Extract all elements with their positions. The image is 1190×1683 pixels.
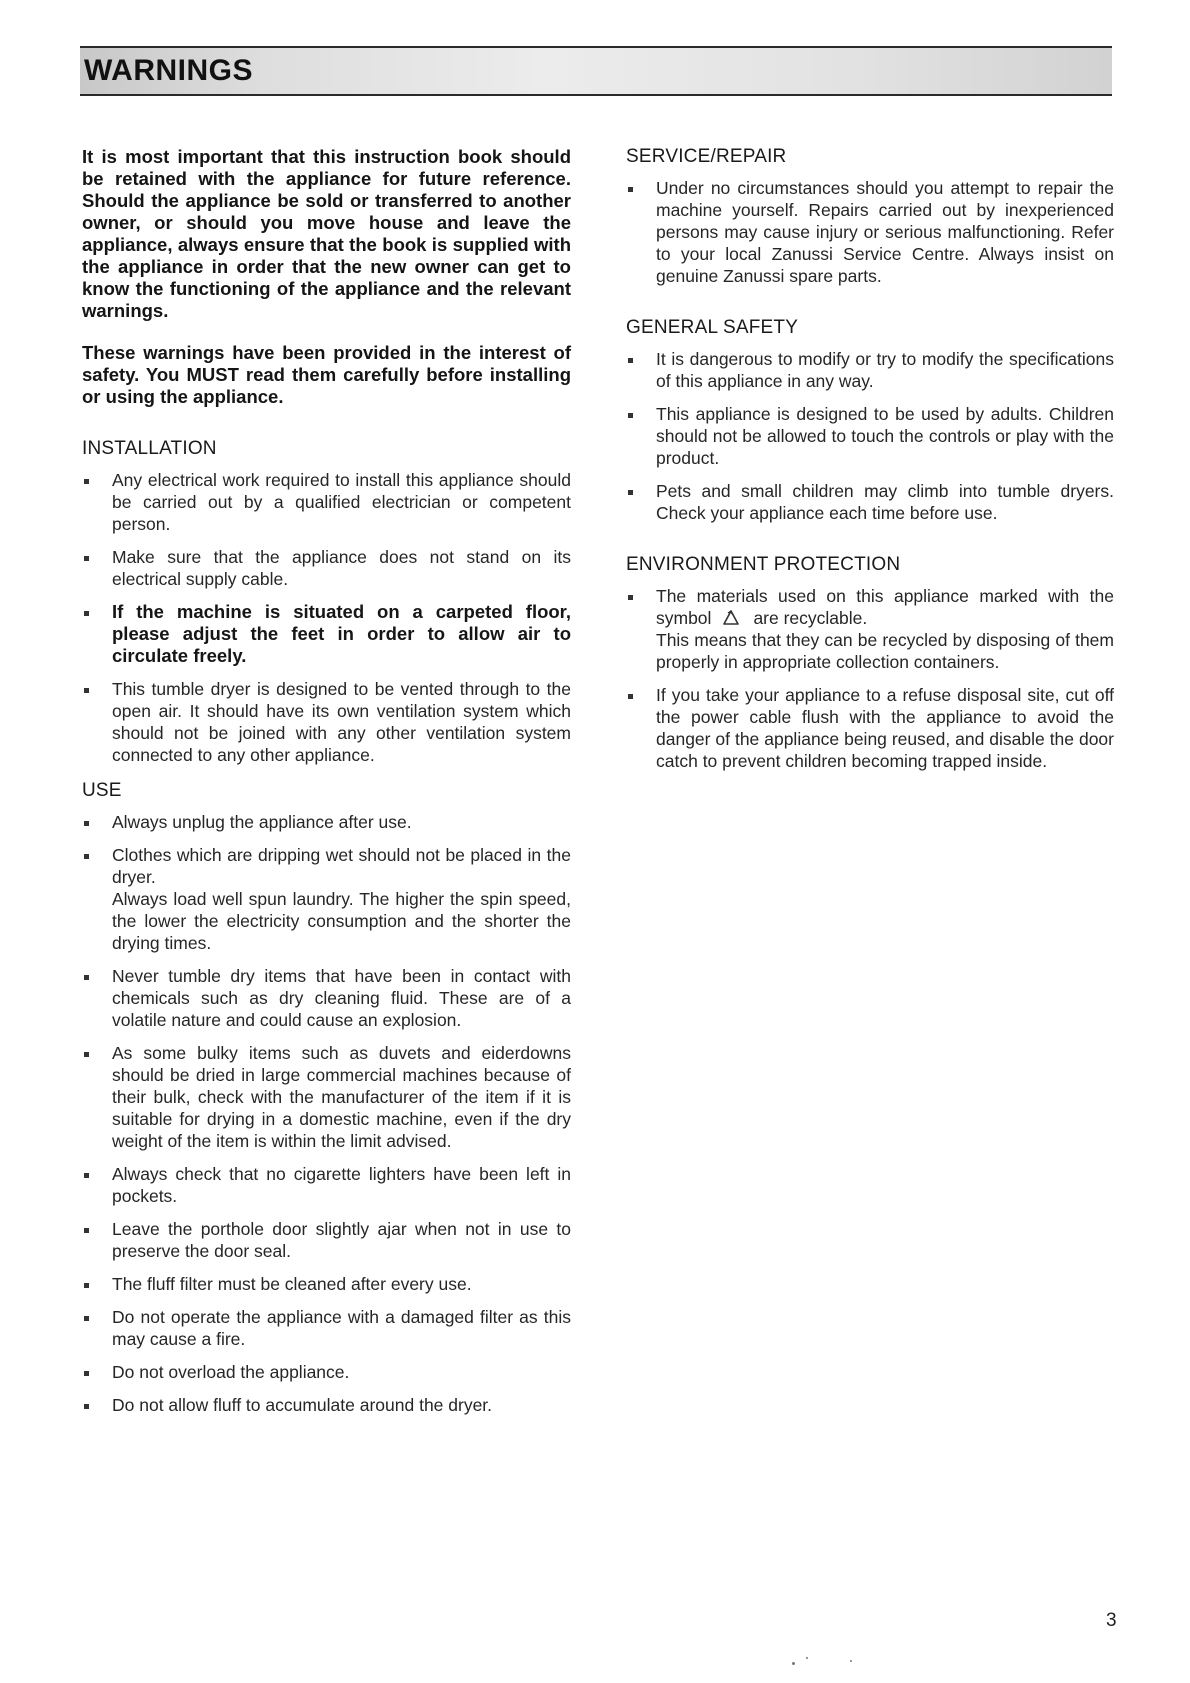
list-item: Always unplug the appliance after use. (82, 811, 571, 833)
square-bullet-icon (84, 1052, 89, 1057)
list-item: Clothes which are dripping wet should not be placed in the dryer. Always load well spun laundry. The higher the spin speed, the lower the electricity consumption and the shorter the drying times. (82, 844, 571, 954)
list-item: This tumble dryer is designed to be vented through to the open air. It should have its own ventilation system which should not be joined with any other ventilation system connected to any other appliance. (82, 678, 571, 766)
intro-paragraph-safety: These warnings have been provided in the interest of safety. You MUST read them carefully before installing or using the appliance. (82, 342, 571, 407)
scan-speck (792, 1662, 795, 1665)
scan-speck (850, 1660, 852, 1662)
use-list (82, 811, 571, 1416)
square-bullet-icon (84, 975, 89, 980)
scan-speck (806, 1657, 808, 1659)
square-bullet-icon (84, 821, 89, 826)
list-item: As some bulky items such as duvets and eiderdowns should be dried in large commercial machines because of their bulk, check with the manufacturer of the item if it is suitable for drying in a domestic machine, even if the dry weight of the item is within the limit advised. (82, 1042, 571, 1152)
square-bullet-icon (628, 490, 633, 495)
list-item: Pets and small children may climb into tumble dryers. Check your appliance each time before use. (626, 480, 1114, 524)
page-title: WARNINGS (84, 54, 253, 87)
installation-list (82, 469, 571, 766)
list-item: Do not allow fluff to accumulate around the dryer. (82, 1394, 571, 1416)
list-item: Leave the porthole door slightly ajar when not in use to preserve the door seal. (82, 1218, 571, 1262)
square-bullet-icon (84, 1173, 89, 1178)
list-item: This appliance is designed to be used by adults. Children should not be allowed to touch the controls or play with the product. (626, 403, 1114, 469)
square-bullet-icon (628, 694, 633, 699)
list-item: Always check that no cigarette lighters have been left in pockets. (82, 1163, 571, 1207)
recycle-icon (721, 609, 741, 627)
list-item: If the machine is situated on a carpeted floor, please adjust the feet in order to allow air to circulate freely. (82, 601, 571, 667)
square-bullet-icon (84, 1228, 89, 1233)
list-item: Under no circumstances should you attempt to repair the machine yourself. Repairs carried out by inexperienced persons may cause injury or serious malfunctioning. Refer to your local Zanussi Service Centre. Always insist on genuine Zanussi spare parts. (626, 177, 1114, 287)
list-item: The fluff filter must be cleaned after every use. (82, 1273, 571, 1295)
square-bullet-icon (84, 611, 89, 616)
use-heading: USE (82, 780, 122, 801)
environment-protection-heading: ENVIRONMENT PROTECTION (626, 554, 901, 575)
page-number: 3 (1106, 1610, 1117, 1631)
general-safety-list (626, 348, 1114, 524)
list-item: It is dangerous to modify or try to modify the specifications of this appliance in any way. (626, 348, 1114, 392)
service-repair-heading: SERVICE/REPAIR (626, 146, 787, 167)
square-bullet-icon (84, 688, 89, 693)
list-item: If you take your appliance to a refuse disposal site, cut off the power cable flush with the appliance to avoid the danger of the appliance being reused, and disable the door catch to prevent children becoming trapped inside. (626, 684, 1114, 772)
list-item: Never tumble dry items that have been in contact with chemicals such as dry cleaning fluid. These are of a volatile nature and could cause an explosion. (82, 965, 571, 1031)
list-item: Do not operate the appliance with a damaged filter as this may cause a fire. (82, 1306, 571, 1350)
square-bullet-icon (84, 1404, 89, 1409)
environment-list (626, 585, 1114, 772)
list-item: Make sure that the appliance does not stand on its electrical supply cable. (82, 546, 571, 590)
square-bullet-icon (628, 413, 633, 418)
square-bullet-icon (628, 358, 633, 363)
square-bullet-icon (84, 1283, 89, 1288)
section-header-bar (80, 46, 1112, 96)
square-bullet-icon (84, 1371, 89, 1376)
installation-heading: INSTALLATION (82, 438, 217, 459)
service-list (626, 177, 1114, 287)
square-bullet-icon (84, 854, 89, 859)
left-column (82, 146, 571, 1430)
list-item: Any electrical work required to install this appliance should be carried out by a qualified electrician or competent person. (82, 469, 571, 535)
right-column (626, 146, 1114, 786)
list-item: The materials used on this appliance marked with the symbol are recyclable. This means that they can be recycled by disposing of them properly in appropriate collection containers. (626, 585, 1114, 673)
square-bullet-icon (628, 595, 633, 600)
square-bullet-icon (84, 1316, 89, 1321)
square-bullet-icon (628, 187, 633, 192)
intro-paragraph-retain-book: It is most important that this instruction book should be retained with the appliance for future reference. Should the appliance be sold or transferred to another owner, or should you move house and leave the appliance, always ensure that the book is supplied with the appliance in order that the new owner can get to know the functioning of the appliance and the relevant warnings. (82, 146, 571, 321)
square-bullet-icon (84, 556, 89, 561)
general-safety-heading: GENERAL SAFETY (626, 317, 799, 338)
list-item: Do not overload the appliance. (82, 1361, 571, 1383)
square-bullet-icon (84, 479, 89, 484)
